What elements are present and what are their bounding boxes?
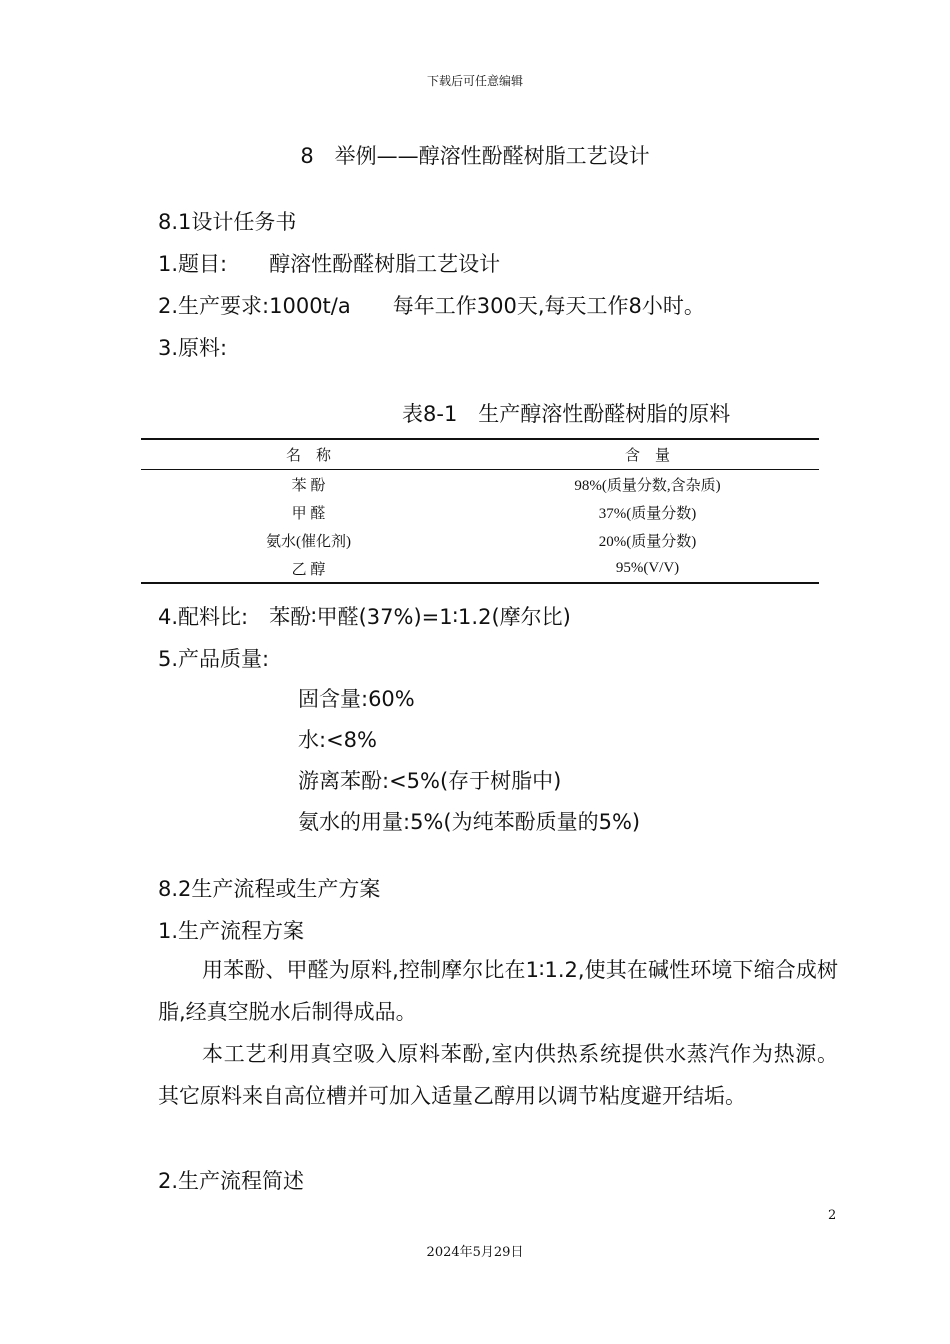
section-heading-8-1: 8.1设计任务书 — [158, 210, 297, 234]
column-header-content: 含 量 — [476, 439, 819, 470]
mixing-ratio: 4.配料比: 苯酚∶甲醛(37%)=1∶1.2(摩尔比) — [158, 605, 571, 629]
quality-item: 游离苯酚:<5%(存于树脂中) — [298, 769, 562, 793]
cell-content: 37%(质量分数) — [598, 505, 697, 522]
footer-date: 2024年5月29日 — [426, 1245, 524, 1260]
paragraph-process-details: 本工艺利用真空吸入原料苯酚,室内供热系统提供水蒸汽作为热源。其它原料来自高位槽并可加入适量乙醇用以调节粘度避开结垢。 — [158, 1042, 838, 1108]
task-item-title: 1.题目: 醇溶性酚醛树脂工艺设计 — [158, 252, 501, 276]
table-header-row — [141, 439, 819, 470]
page-number: 2 — [828, 1208, 837, 1223]
quality-heading: 5.产品质量: — [158, 647, 270, 671]
quality-item: 氨水的用量:5%(为纯苯酚质量的5%) — [298, 810, 641, 834]
quality-item: 固含量:60% — [298, 687, 415, 711]
cell-content: 98%(质量分数,含杂质) — [574, 477, 721, 494]
cell-name: 苯 酚 — [291, 477, 326, 494]
column-header-name: 名 称 — [141, 439, 476, 470]
subsection-process-plan: 1.生产流程方案 — [158, 919, 305, 943]
table-caption: 表8-1 生产醇溶性酚醛树脂的原料 — [402, 402, 731, 426]
table-row — [141, 470, 819, 499]
cell-name: 甲 醛 — [291, 505, 326, 522]
section-heading-8-2: 8.2生产流程或生产方案 — [158, 877, 381, 901]
cell-content: 20%(质量分数) — [598, 533, 697, 550]
paragraph-process-plan: 用苯酚、甲醛为原料,控制摩尔比在1∶1.2,使其在碱性环境下缩合成树脂,经真空脱水后制得成品。 — [158, 958, 838, 1024]
page-header: 下载后可任意编辑 — [426, 74, 523, 88]
task-item-requirement: 2.生产要求:1000t/a 每年工作300天,每天工作8小时。 — [158, 294, 705, 318]
cell-name: 氨水(催化剂) — [266, 533, 351, 550]
task-item-materials: 3.原料: — [158, 336, 228, 360]
materials-table — [141, 438, 819, 584]
cell-content: 95%(V/V) — [615, 559, 680, 576]
table-row — [141, 526, 819, 554]
table-row — [141, 498, 819, 526]
quality-item: 水:<8% — [298, 728, 377, 752]
cell-name: 乙 醇 — [291, 561, 326, 578]
subsection-process-brief: 2.生产流程简述 — [158, 1169, 305, 1193]
table-row — [141, 554, 819, 583]
document-title: 8 举例——醇溶性酚醛树脂工艺设计 — [300, 144, 650, 168]
